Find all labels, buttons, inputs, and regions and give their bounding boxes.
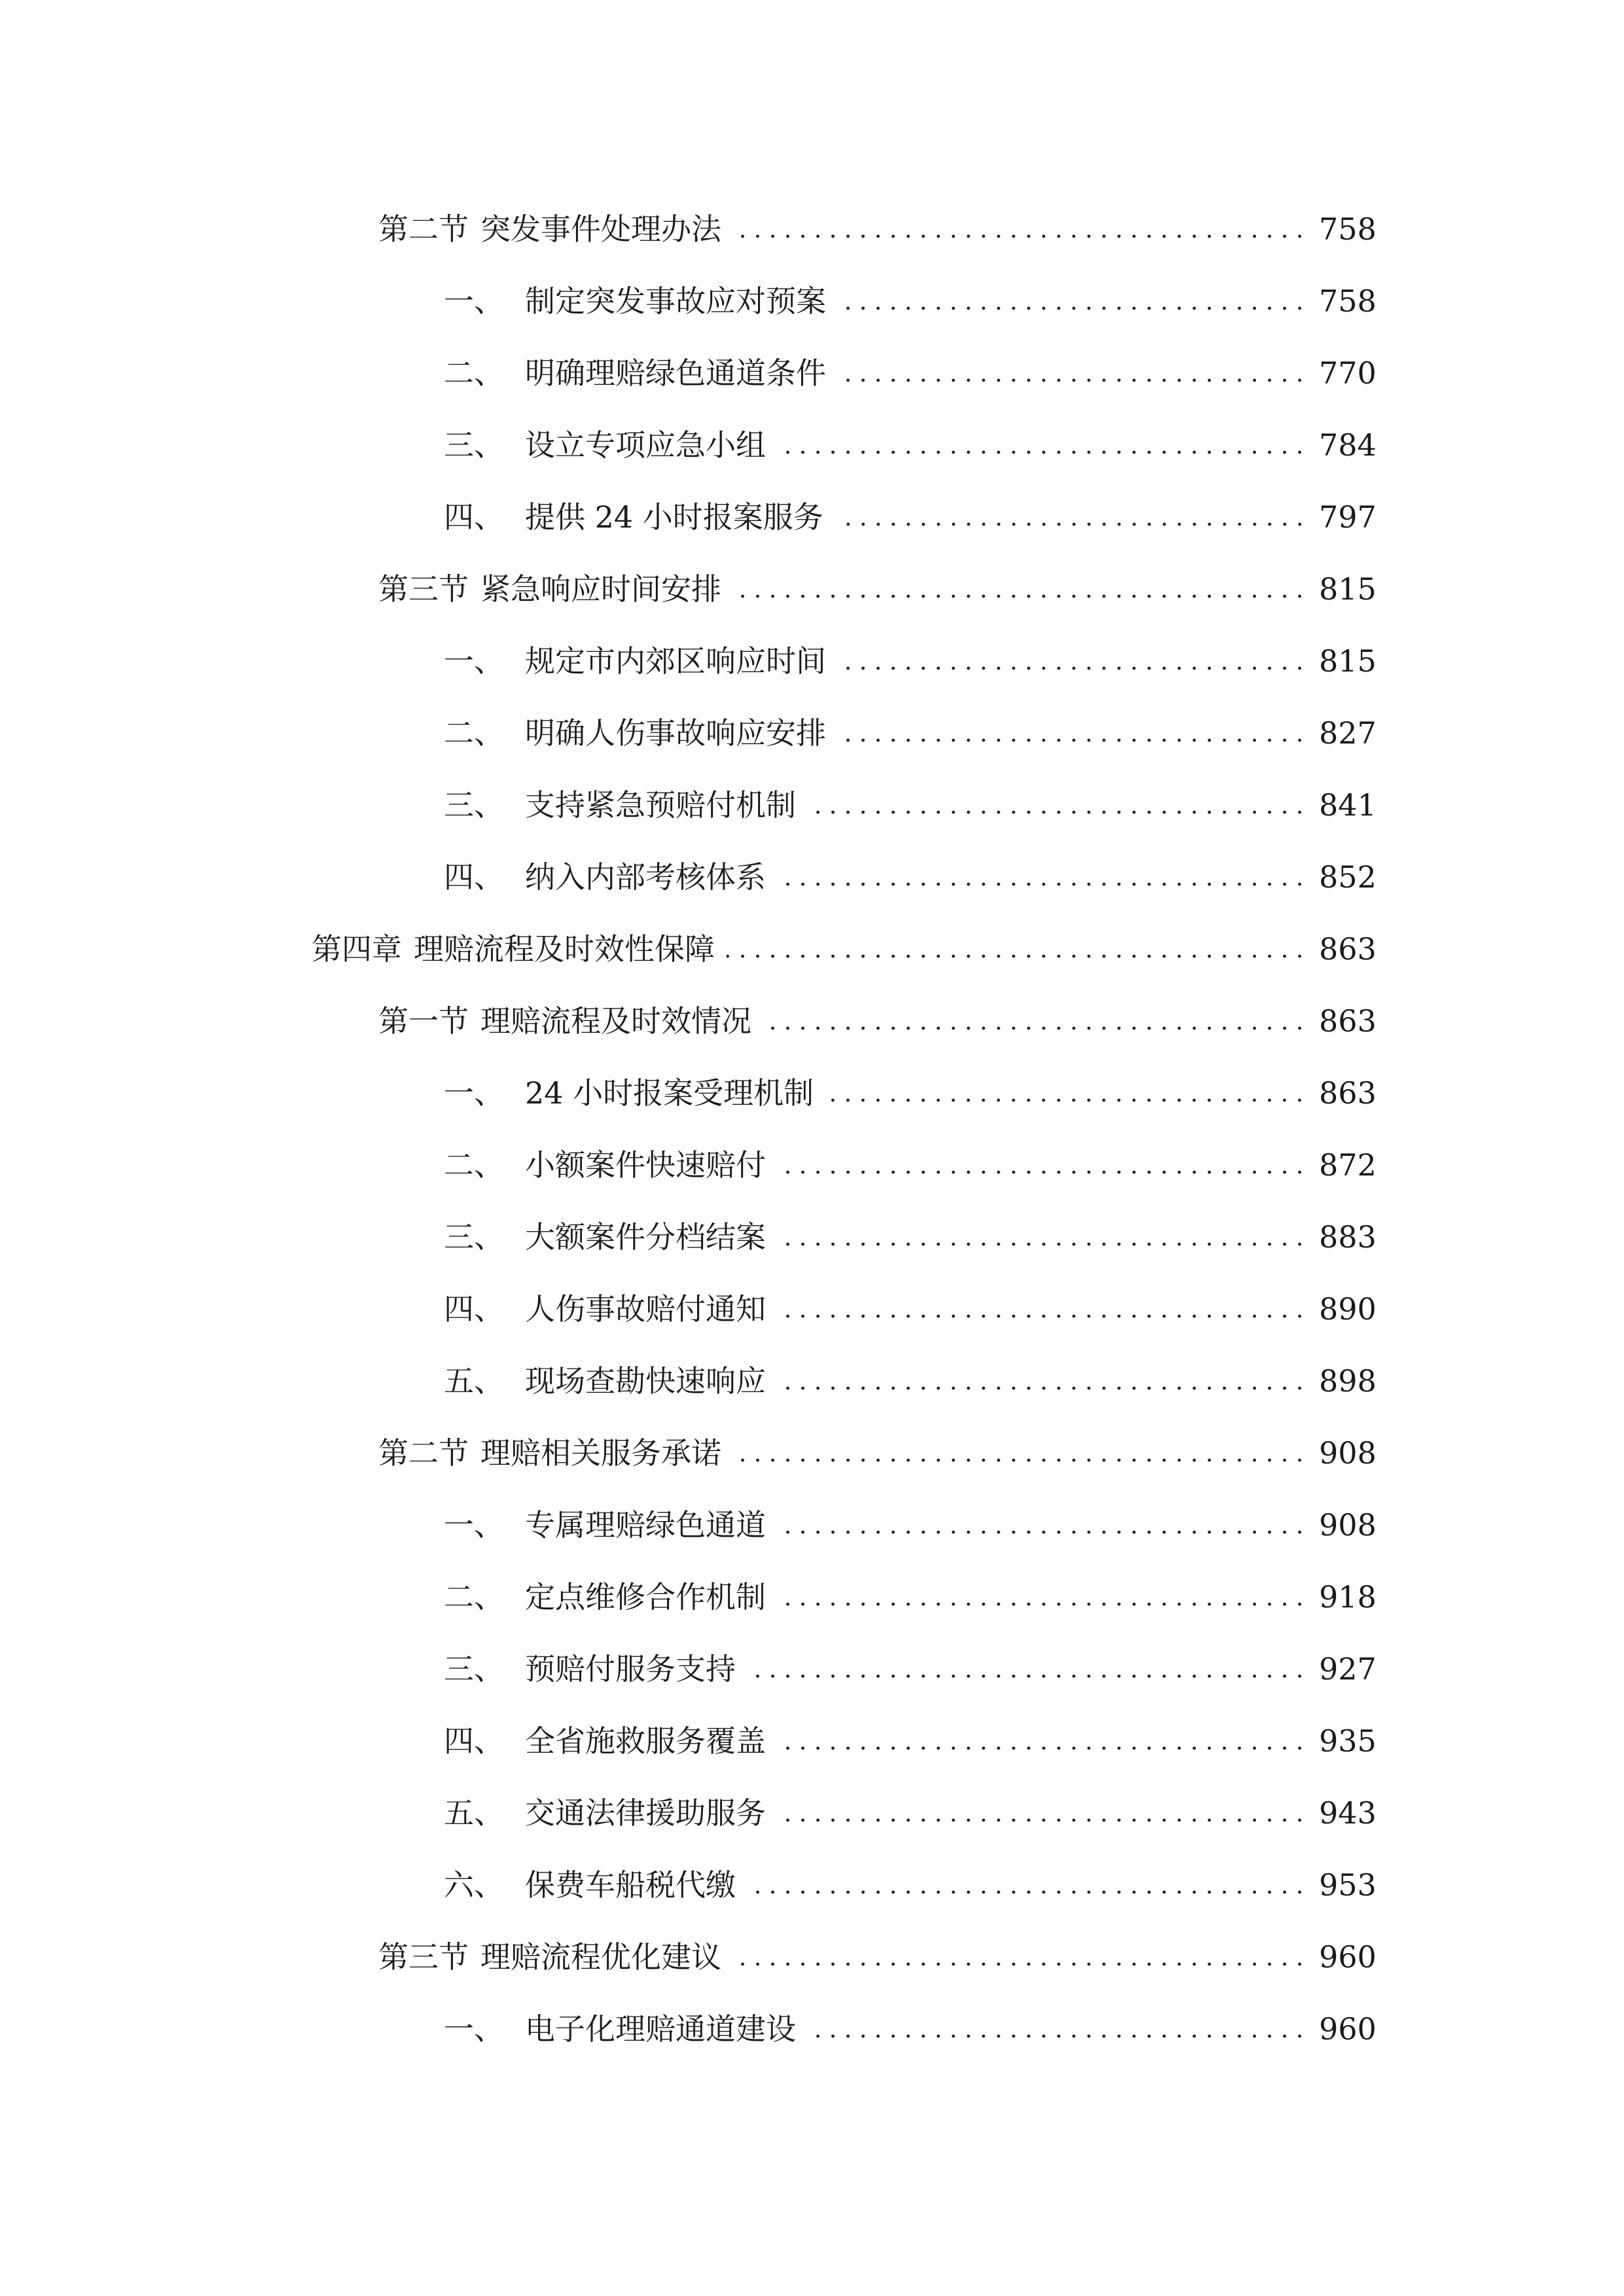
- dot-leader: [733, 1458, 1307, 1462]
- toc-entry-number: 一、: [444, 2011, 504, 2047]
- toc-entry-page: 863: [1319, 931, 1377, 967]
- toc-entry-page: 898: [1319, 1363, 1377, 1399]
- toc-entry-number: 一、: [444, 283, 504, 319]
- toc-entry-number: 一、: [444, 1507, 504, 1543]
- toc-entry-page: 841: [1319, 787, 1377, 823]
- toc-entry-page: 908: [1319, 1435, 1377, 1471]
- toc-entry-page: 890: [1319, 1291, 1377, 1327]
- toc-entry-title: 提供 24 小时报案服务: [525, 499, 823, 535]
- toc-entry-item[interactable]: [444, 1715, 1377, 1767]
- toc-entry-page: 872: [1319, 1147, 1377, 1183]
- dot-leader: [838, 378, 1307, 382]
- toc-entry-item[interactable]: [444, 1859, 1377, 1911]
- toc-entry-item[interactable]: [444, 1355, 1377, 1407]
- toc-entry-chapter[interactable]: [312, 923, 1377, 975]
- toc-entry-item[interactable]: [444, 1211, 1377, 1263]
- dot-leader: [778, 1314, 1307, 1318]
- toc-entry-item[interactable]: [444, 2003, 1377, 2055]
- toc-entry-number: 四、: [444, 1723, 504, 1759]
- toc-entry-number: 一、: [444, 643, 504, 679]
- dot-leader: [763, 1026, 1307, 1030]
- dot-leader: [778, 1242, 1307, 1246]
- toc-entry-number: 五、: [444, 1363, 504, 1399]
- toc-entry-page: 852: [1319, 859, 1377, 895]
- toc-entry-title: 预赔付服务支持: [525, 1651, 736, 1687]
- toc-entry-page: 927: [1319, 1651, 1377, 1687]
- toc-entry-page: 960: [1319, 2011, 1377, 2047]
- toc-entry-title: 理赔相关服务承诺: [480, 1435, 721, 1471]
- toc-entry-title: 理赔流程及时效性保障: [414, 931, 715, 967]
- toc-entry-page: 908: [1319, 1507, 1377, 1543]
- toc-entry-title: 理赔流程及时效情况: [480, 1003, 751, 1039]
- toc-entry-item[interactable]: [444, 707, 1377, 759]
- toc-entry-page: 935: [1319, 1723, 1377, 1759]
- toc-entry-section[interactable]: [378, 995, 1377, 1047]
- toc-entry-item[interactable]: [444, 1139, 1377, 1191]
- toc-entry-section[interactable]: [378, 1931, 1377, 1983]
- dot-leader: [838, 306, 1307, 310]
- toc-entry-page: 953: [1319, 1867, 1377, 1903]
- toc-entry-page: 863: [1319, 1003, 1377, 1039]
- toc-entry-title: 交通法律援助服务: [525, 1795, 766, 1831]
- dot-leader: [778, 450, 1307, 454]
- dot-leader: [808, 810, 1307, 814]
- toc-entry-page: 827: [1319, 715, 1377, 751]
- toc-entry-item[interactable]: [444, 1787, 1377, 1839]
- toc-entry-item[interactable]: [444, 275, 1377, 327]
- toc-entry-item[interactable]: [444, 851, 1377, 903]
- toc-entry-title: 电子化理赔通道建设: [525, 2011, 796, 2047]
- toc-entry-title: 大额案件分档结案: [525, 1219, 766, 1255]
- toc-entry-page: 784: [1319, 427, 1377, 463]
- toc-entry-item[interactable]: [444, 491, 1377, 543]
- toc-entry-page: 960: [1319, 1939, 1377, 1975]
- toc-entry-heading: 第二节: [378, 211, 469, 247]
- toc-entry-title: 支持紧急预赔付机制: [525, 787, 796, 823]
- toc-entry-item[interactable]: [444, 779, 1377, 831]
- toc-entry-item[interactable]: [444, 1643, 1377, 1695]
- dot-leader: [835, 522, 1307, 526]
- dot-leader: [808, 2034, 1307, 2038]
- toc-entry-title: 明确人伤事故响应安排: [525, 715, 826, 751]
- dot-leader: [748, 1890, 1307, 1894]
- toc-entry-title: 现场查勘快速响应: [525, 1363, 766, 1399]
- toc-entry-page: 815: [1319, 571, 1377, 607]
- toc-entry-number: 五、: [444, 1795, 504, 1831]
- toc-entry-number: 二、: [444, 355, 504, 391]
- toc-entry-number: 二、: [444, 1147, 504, 1183]
- dot-leader: [778, 1602, 1307, 1606]
- dot-leader: [825, 1098, 1307, 1102]
- toc-entry-item[interactable]: [444, 419, 1377, 471]
- toc-entry-item[interactable]: [444, 1571, 1377, 1623]
- toc-entry-number: 三、: [444, 1219, 504, 1255]
- dot-leader: [838, 738, 1307, 742]
- dot-leader: [778, 1746, 1307, 1750]
- toc-entry-item[interactable]: [444, 1499, 1377, 1551]
- toc-entry-heading: 第四章: [312, 931, 402, 967]
- toc-entry-number: 三、: [444, 787, 504, 823]
- toc-entry-item[interactable]: [444, 635, 1377, 687]
- toc-entry-number: 三、: [444, 427, 504, 463]
- toc-entry-title: 定点维修合作机制: [525, 1579, 766, 1615]
- toc-entry-title: 突发事件处理办法: [480, 211, 721, 247]
- dot-leader: [778, 1818, 1307, 1822]
- toc-entry-page: 943: [1319, 1795, 1377, 1831]
- toc-entry-title: 24 小时报案受理机制: [525, 1075, 814, 1111]
- toc-entry-page: 758: [1319, 211, 1377, 247]
- toc-entry-title: 制定突发事故应对预案: [525, 283, 826, 319]
- toc-entry-item[interactable]: [444, 1283, 1377, 1335]
- toc-entry-title: 专属理赔绿色通道: [525, 1507, 766, 1543]
- toc-entry-title: 规定市内郊区响应时间: [525, 643, 826, 679]
- toc-entry-title: 紧急响应时间安排: [480, 571, 721, 607]
- toc-entry-title: 明确理赔绿色通道条件: [525, 355, 826, 391]
- toc-entry-title: 全省施救服务覆盖: [525, 1723, 766, 1759]
- toc-entry-number: 一、: [444, 1075, 504, 1111]
- toc-entry-title: 纳入内部考核体系: [525, 859, 766, 895]
- toc-entry-page: 863: [1319, 1075, 1377, 1111]
- toc-entry-page: 815: [1319, 643, 1377, 679]
- toc-entry-number: 六、: [444, 1867, 504, 1903]
- dot-leader: [838, 666, 1307, 670]
- toc-entry-item[interactable]: [444, 347, 1377, 399]
- toc-entry-heading: 第三节: [378, 571, 469, 607]
- toc-entry-page: 797: [1319, 499, 1377, 535]
- toc-entry-title: 人伤事故赔付通知: [525, 1291, 766, 1327]
- toc-entry-heading: 第一节: [378, 1003, 469, 1039]
- toc-entry-title: 理赔流程优化建议: [480, 1939, 721, 1975]
- dot-leader: [733, 234, 1307, 238]
- toc-entry-title: 设立专项应急小组: [525, 427, 766, 463]
- toc-entry-item[interactable]: [444, 1067, 1377, 1119]
- dot-leader: [748, 1674, 1307, 1678]
- toc-entry-section[interactable]: [378, 1427, 1377, 1479]
- toc-entry-section[interactable]: [378, 203, 1377, 255]
- toc-entry-page: 883: [1319, 1219, 1377, 1255]
- dot-leader: [733, 594, 1307, 598]
- toc-entry-page: 758: [1319, 283, 1377, 319]
- toc-entry-number: 三、: [444, 1651, 504, 1687]
- dot-leader: [733, 1962, 1307, 1966]
- toc-entry-heading: 第二节: [378, 1435, 469, 1471]
- dot-leader: [778, 1530, 1307, 1534]
- toc-entry-page: 918: [1319, 1579, 1377, 1615]
- toc-entry-title: 小额案件快速赔付: [525, 1147, 766, 1183]
- toc-entry-number: 四、: [444, 499, 504, 535]
- toc-entry-number: 四、: [444, 859, 504, 895]
- dot-leader: [778, 1386, 1307, 1390]
- toc-entry-number: 四、: [444, 1291, 504, 1327]
- dot-leader: [778, 1170, 1307, 1174]
- toc-entry-number: 二、: [444, 715, 504, 751]
- dot-leader: [778, 882, 1307, 886]
- toc-entry-title: 保费车船税代缴: [525, 1867, 736, 1903]
- toc-entry-page: 770: [1319, 355, 1377, 391]
- toc-entry-section[interactable]: [378, 563, 1377, 615]
- dot-leader: [727, 954, 1307, 958]
- toc-entry-number: 二、: [444, 1579, 504, 1615]
- toc-entry-heading: 第三节: [378, 1939, 469, 1975]
